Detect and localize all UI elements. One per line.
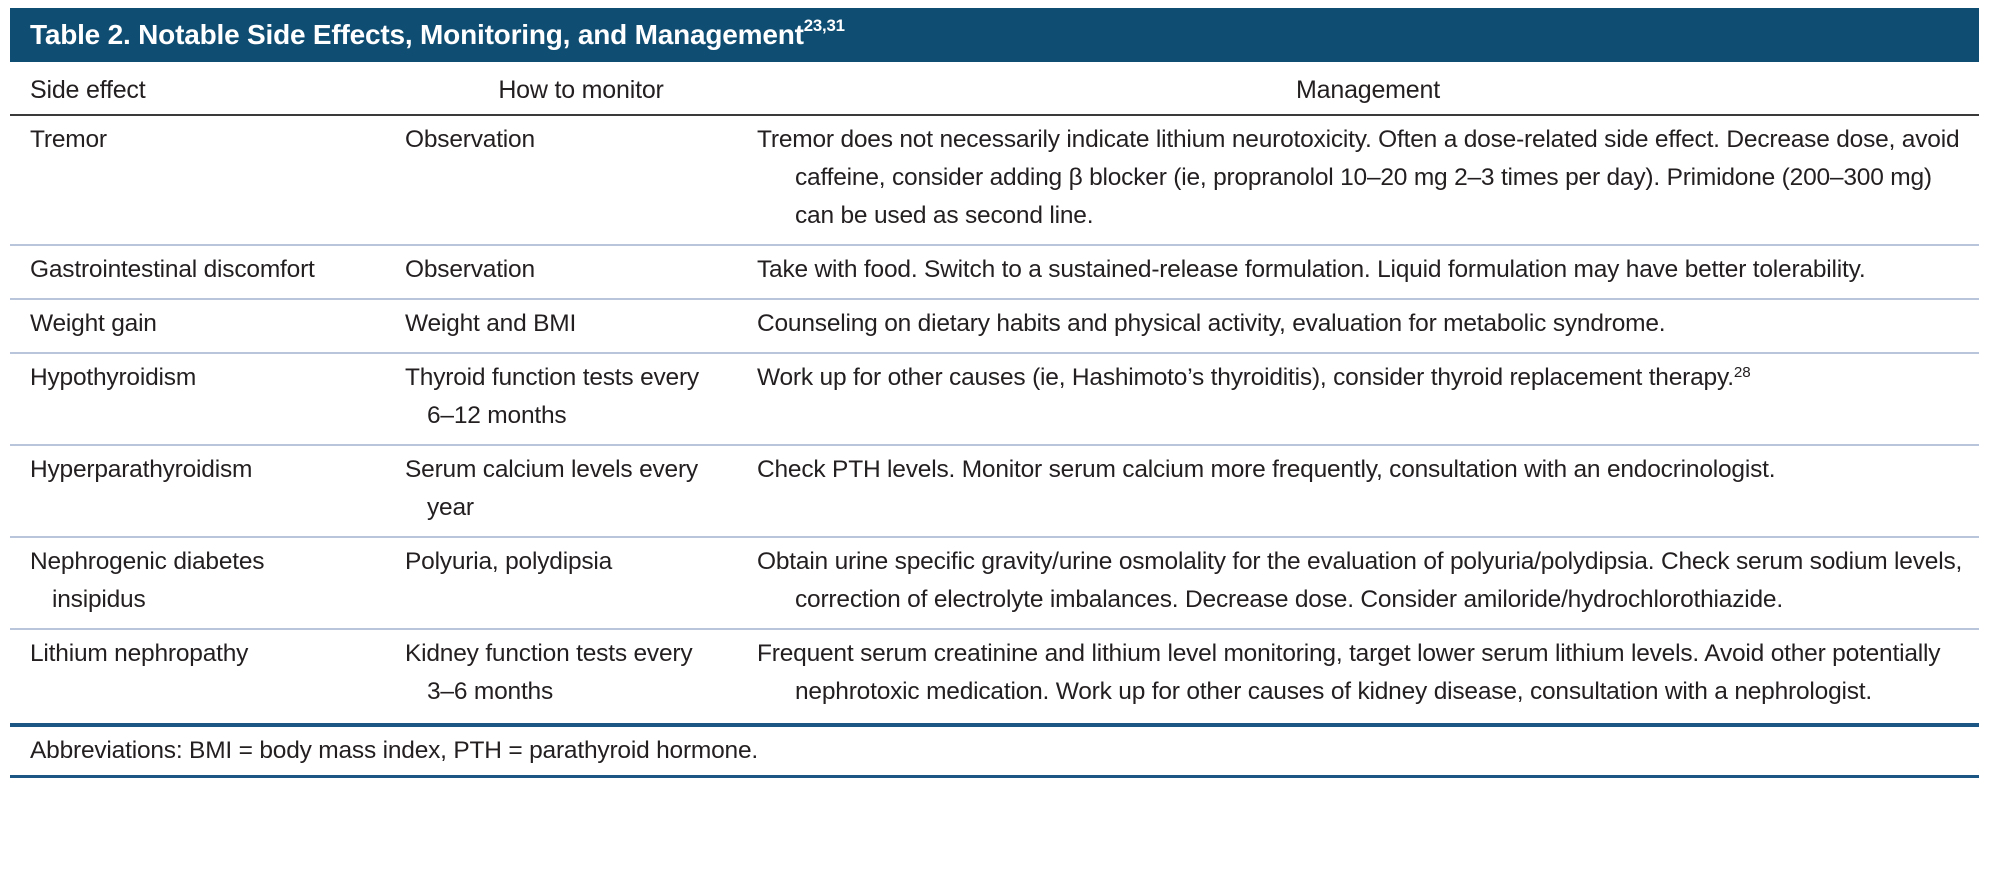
how-to-monitor-cell bbox=[405, 537, 757, 629]
how-to-monitor-cell bbox=[405, 353, 757, 445]
management-cell-text: Tremor does not necessarily indicate lithium neurotoxicity. Often a dose-related side effect. Decrease dose, avoid caffeine, consider adding β blocker (ie, propranolol 10–20 mg 2–3 times per day). Primidone (200–300 mg) can be used as second line. bbox=[757, 126, 1960, 229]
side-effect-cell bbox=[10, 629, 405, 723]
side-effect-cell bbox=[10, 115, 405, 245]
how-to-monitor-cell-text: Thyroid function tests every 6–12 months bbox=[405, 364, 699, 429]
side-effect-cell bbox=[10, 299, 405, 353]
table-row bbox=[10, 353, 1979, 445]
management-cell-text: Obtain urine specific gravity/urine osmolality for the evaluation of polyuria/polydipsia. Check serum sodium levels, correction of electrolyte imbalances. Decrease dose. Consider amiloride/hydrochlorothiazide. bbox=[757, 548, 1963, 613]
table-row bbox=[10, 445, 1979, 537]
side-effect-cell-text: Tremor bbox=[30, 126, 107, 153]
side-effect-cell bbox=[10, 445, 405, 537]
table-row bbox=[10, 537, 1979, 629]
table-row bbox=[10, 115, 1979, 245]
side-effect-cell bbox=[10, 537, 405, 629]
table-title-superscript: 23,31 bbox=[803, 15, 845, 35]
how-to-monitor-cell-text: Weight and BMI bbox=[405, 310, 577, 337]
side-effect-cell-text: Lithium nephropathy bbox=[30, 640, 249, 667]
management-cell bbox=[757, 115, 1979, 245]
table-2 bbox=[10, 8, 1979, 778]
table-header-row bbox=[10, 68, 1979, 115]
side-effect-cell-text: Hyperparathyroidism bbox=[30, 456, 253, 483]
how-to-monitor-cell bbox=[405, 245, 757, 299]
management-cell-text: Frequent serum creatinine and lithium level monitoring, target lower serum lithium levels. Avoid other potentially nephrotoxic medication. Work up for other causes of kidney disease, consultation with a nephrologist. bbox=[757, 640, 1941, 705]
how-to-monitor-cell bbox=[405, 115, 757, 245]
how-to-monitor-cell-text: Kidney function tests every 3–6 months bbox=[405, 640, 693, 705]
side-effects-table bbox=[10, 68, 1979, 723]
management-cell bbox=[757, 299, 1979, 353]
table-row bbox=[10, 299, 1979, 353]
table-title-bar bbox=[10, 8, 1979, 62]
table-row bbox=[10, 629, 1979, 723]
management-cell bbox=[757, 537, 1979, 629]
reference-superscript: 28 bbox=[1733, 364, 1751, 382]
table-body bbox=[10, 115, 1979, 723]
how-to-monitor-cell-text: Observation bbox=[405, 126, 535, 153]
how-to-monitor-cell bbox=[405, 445, 757, 537]
side-effect-cell-text: Nephrogenic diabetes insipidus bbox=[30, 548, 265, 613]
column-header-management: Management bbox=[757, 68, 1979, 115]
side-effect-cell-text: Gastrointestinal discomfort bbox=[30, 256, 315, 283]
how-to-monitor-cell-text: Polyuria, polydipsia bbox=[405, 548, 613, 575]
how-to-monitor-cell-text: Serum calcium levels every year bbox=[405, 456, 698, 521]
management-cell-text: Counseling on dietary habits and physical activity, evaluation for metabolic syndrome. bbox=[757, 310, 1666, 337]
management-cell bbox=[757, 245, 1979, 299]
abbreviations-footnote: Abbreviations: BMI = body mass index, PTH = parathyroid hormone. bbox=[30, 737, 759, 764]
management-cell bbox=[757, 445, 1979, 537]
management-cell-text: Take with food. Switch to a sustained-release formulation. Liquid formulation may have better tolerability. bbox=[757, 256, 1866, 283]
side-effect-cell bbox=[10, 353, 405, 445]
management-cell bbox=[757, 629, 1979, 723]
how-to-monitor-cell bbox=[405, 629, 757, 723]
column-header-side-effect: Side effect bbox=[10, 68, 405, 115]
table-row bbox=[10, 245, 1979, 299]
side-effect-cell-text: Hypothyroidism bbox=[30, 364, 197, 391]
how-to-monitor-cell-text: Observation bbox=[405, 256, 535, 283]
table-footnote-rule bbox=[10, 723, 1979, 778]
side-effect-cell-text: Weight gain bbox=[30, 310, 157, 337]
table-header bbox=[10, 68, 1979, 115]
side-effect-cell bbox=[10, 245, 405, 299]
management-cell bbox=[757, 353, 1979, 445]
page bbox=[0, 8, 1989, 884]
management-cell-text: Check PTH levels. Monitor serum calcium more frequently, consultation with an endocrinologist. bbox=[757, 456, 1776, 483]
how-to-monitor-cell bbox=[405, 299, 757, 353]
management-cell-text: Work up for other causes (ie, Hashimoto’s thyroiditis), consider thyroid replacement therapy.$^{28}$ bbox=[757, 364, 1751, 391]
table-title: Table 2. Notable Side Effects, Monitoring, and Management bbox=[30, 19, 804, 50]
column-header-how-to-monitor: How to monitor bbox=[405, 68, 757, 115]
